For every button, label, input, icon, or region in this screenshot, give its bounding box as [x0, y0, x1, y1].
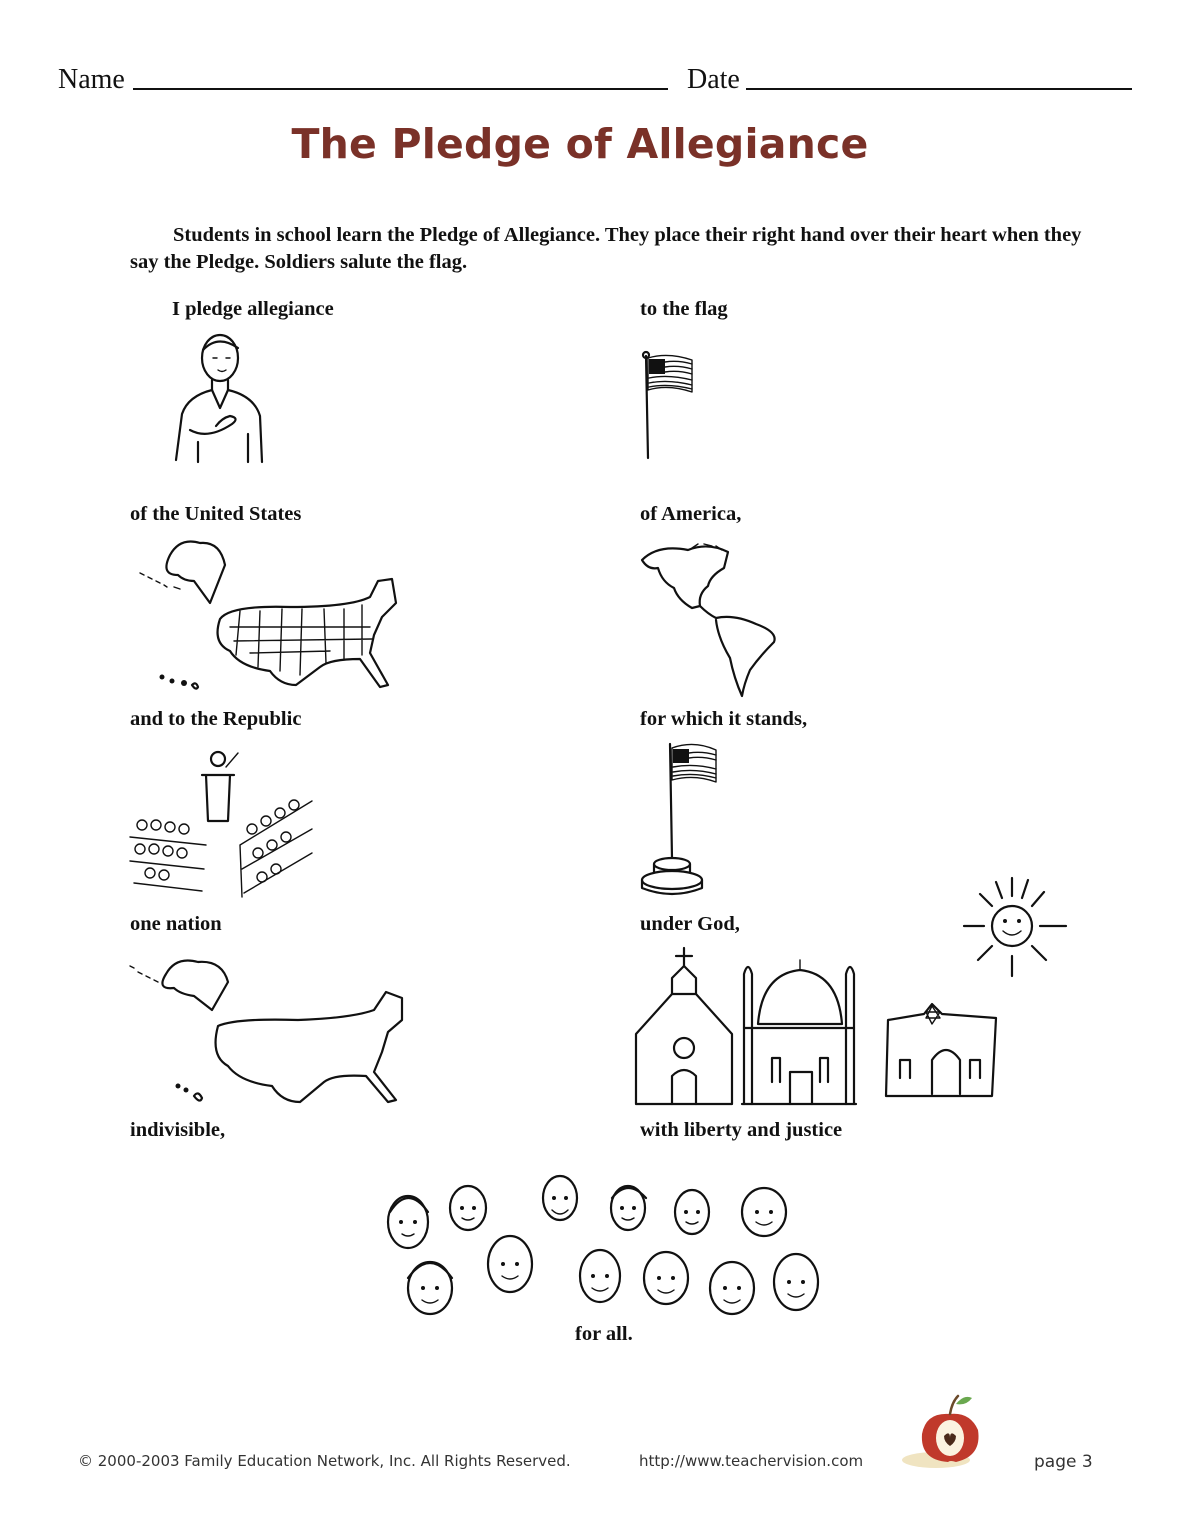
caption-to-the-flag: to the flag — [640, 298, 728, 320]
caption-republic: and to the Republic — [130, 708, 302, 730]
footer-copyright: © 2000-2003 Family Education Network, Inc. All Rights Reserved. — [78, 1452, 571, 1470]
legislature-chamber-icon — [126, 745, 316, 905]
caption-united-states: of the United States — [130, 503, 302, 525]
flag-on-stand-icon — [638, 740, 722, 898]
caption-for-all: for all. — [575, 1323, 633, 1345]
caption-it-stands: for which it stands, — [640, 708, 808, 730]
united-states-outline-map-icon — [126, 950, 412, 1125]
americas-continent-map-icon — [638, 538, 788, 698]
apple-logo-icon — [896, 1390, 986, 1476]
intro-paragraph: Students in school learn the Pledge of Allegiance. They place their right hand over their heart when they say the Pledge. Soldiers salute the flag. — [130, 224, 1082, 273]
footer-url[interactable]: http://www.teachervision.com — [639, 1452, 864, 1470]
group-of-faces-icon — [376, 1178, 836, 1338]
page-title: The Pledge of Allegiance — [291, 120, 869, 168]
american-flag-icon — [638, 350, 698, 462]
caption-indivisible: indivisible, — [130, 1119, 226, 1141]
caption-liberty-justice: with liberty and justice — [640, 1119, 843, 1141]
date-label: Date — [687, 64, 740, 95]
caption-i-pledge: I pledge allegiance — [172, 298, 334, 320]
date-field[interactable] — [746, 88, 1132, 90]
caption-under-god: under God, — [640, 913, 740, 935]
name-label: Name — [58, 64, 125, 95]
united-states-states-map-icon — [130, 535, 402, 695]
caption-of-america: of America, — [640, 503, 742, 525]
footer-page-number: page 3 — [1034, 1452, 1093, 1472]
caption-one-nation: one nation — [130, 913, 222, 935]
name-field[interactable] — [133, 88, 668, 90]
houses-of-worship-icon — [632, 944, 1004, 1106]
person-hand-on-heart-icon — [168, 330, 268, 470]
